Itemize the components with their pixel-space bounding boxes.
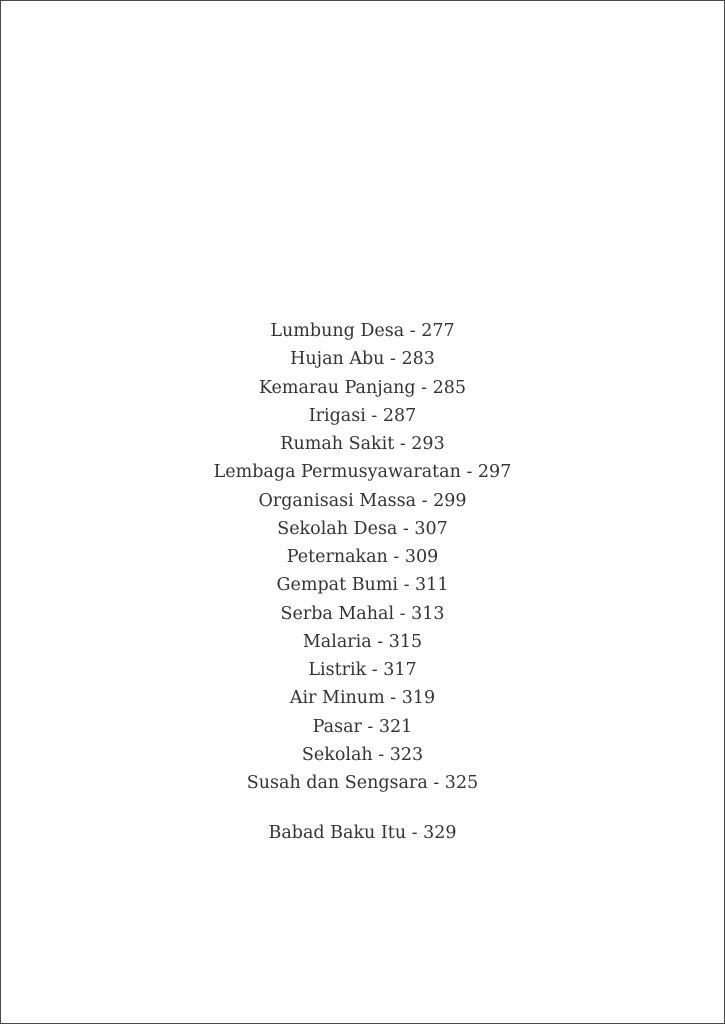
toc-entry: Lumbung Desa - 277 (270, 321, 455, 341)
toc-entry: Gempat Bumi - 311 (276, 575, 449, 596)
toc-entry: Organisasi Massa - 299 (258, 490, 467, 511)
toc-entry: Rumah Sakit - 293 (280, 434, 445, 454)
toc-entry: Sekolah - 323 (301, 744, 424, 765)
toc-entry: Serba Mahal - 313 (280, 603, 445, 624)
toc-entry: Susah dan Sengsara - 325 (246, 773, 479, 793)
toc-spacer (1, 797, 724, 819)
toc-entry: Sekolah Desa - 307 (277, 518, 448, 539)
toc-entry: Kemarau Panjang - 285 (258, 377, 467, 398)
toc-entry: Irigasi - 287 (308, 405, 417, 426)
toc-entry: Hujan Abu - 283 (290, 349, 435, 370)
toc-closing-entry: Babad Baku Itu - 329 (268, 823, 457, 844)
toc-entry: Pasar - 321 (312, 716, 413, 737)
toc-entry: Listrik - 317 (308, 660, 417, 680)
toc-entry: Air Minum - 319 (289, 688, 436, 709)
toc-entry: Peternakan - 309 (286, 547, 439, 567)
toc-entry: Lembaga Permusyawaratan - 297 (213, 462, 512, 483)
table-of-contents (1, 317, 724, 848)
toc-entry: Malaria - 315 (302, 631, 423, 652)
